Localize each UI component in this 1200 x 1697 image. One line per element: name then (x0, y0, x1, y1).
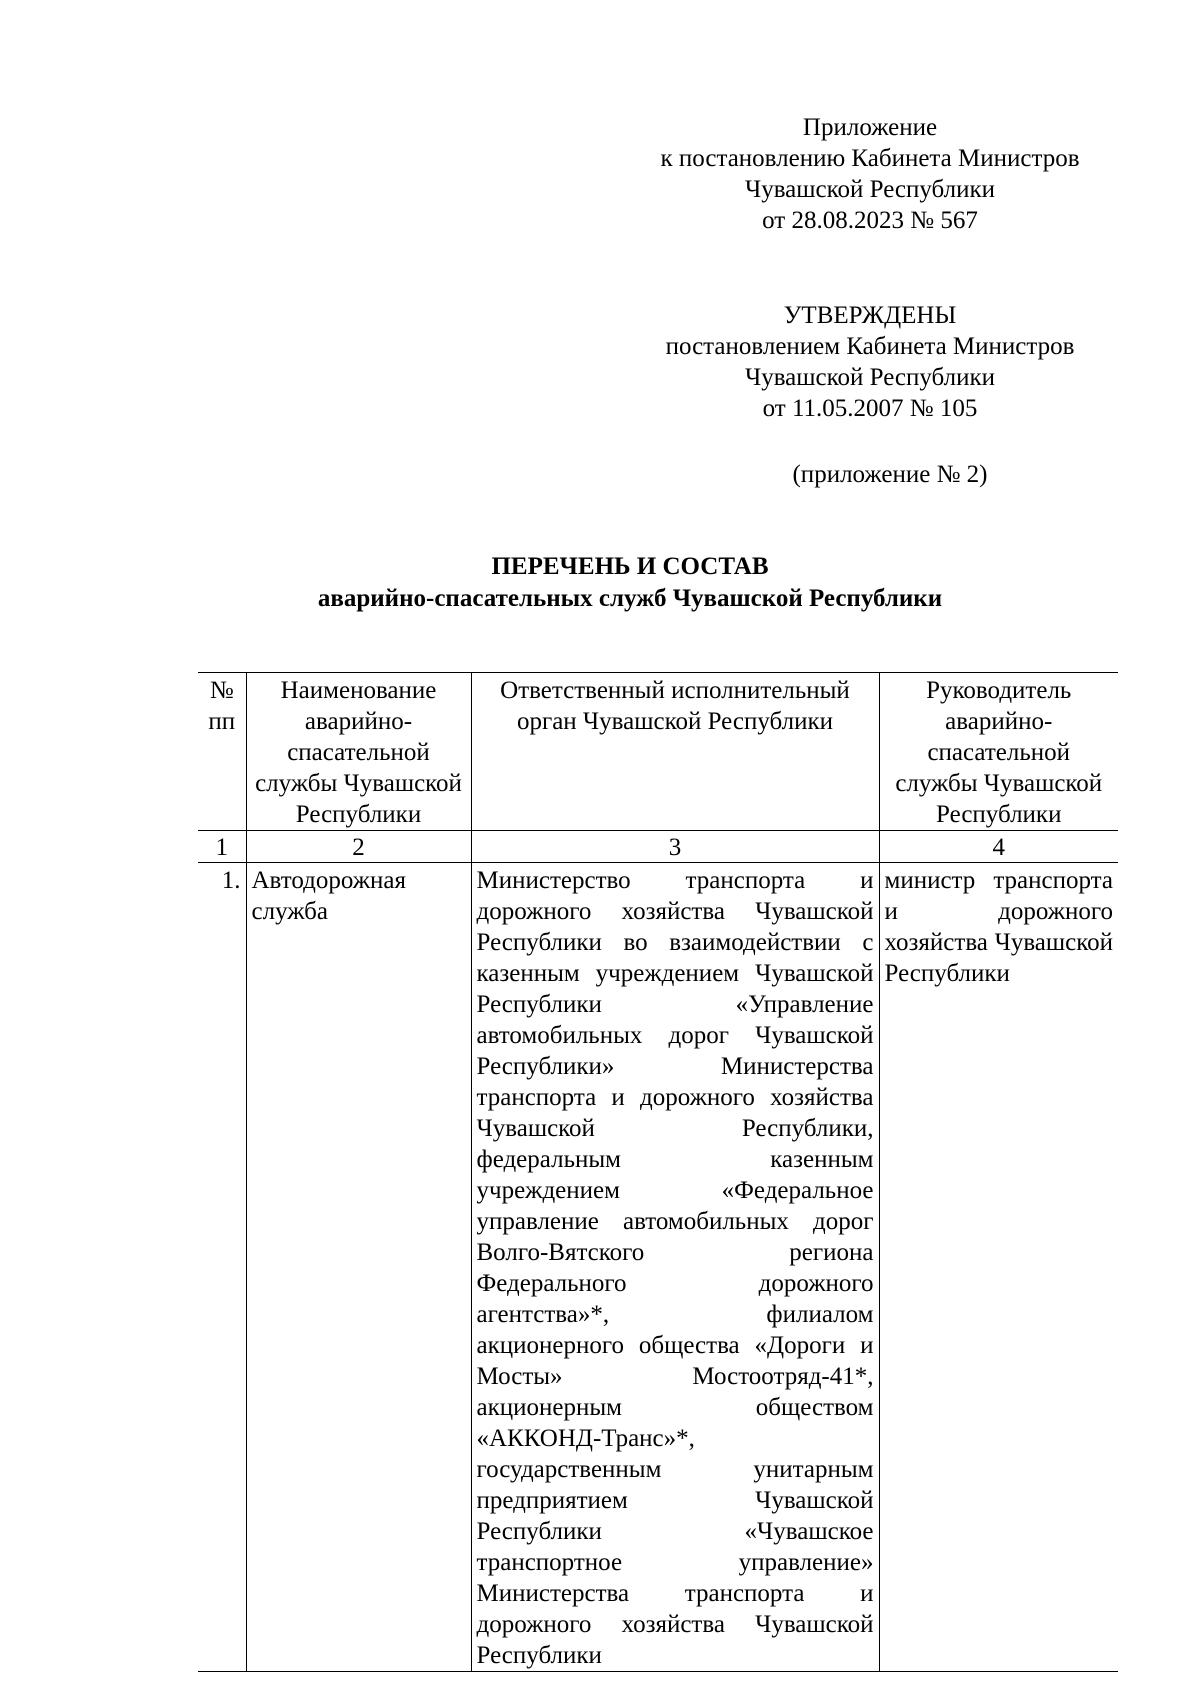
row-number: 1. (198, 863, 246, 1672)
title-line-1: ПЕРЕЧЕНЬ И СОСТАВ (491, 553, 769, 580)
column-number: 2 (246, 831, 471, 863)
column-number: 4 (879, 831, 1118, 863)
column-number: 3 (471, 831, 879, 863)
services-table (198, 672, 1118, 1672)
subappendix-note: (приложение № 2) (792, 461, 988, 488)
document-title (190, 551, 1070, 615)
header-number: № пп (198, 673, 246, 831)
column-number: 1 (198, 831, 246, 863)
service-head: министр транспорта и дорожного хозяйства Чувашской Республики (879, 863, 1118, 1672)
approved-block: УТВЕРЖДЕНЫ постановлением Кабинета Министров Чувашской Республики от 11.05.2007 № 105 (665, 302, 1075, 422)
appendix-block: Приложение к постановлению Кабинета Министров Чувашской Республики от 28.08.2023 № 567 (660, 114, 1080, 234)
table-header-row (198, 673, 1118, 831)
table-row (198, 863, 1118, 1672)
header-service-head: Руководитель аварийно-спасательной службы Чувашской Республики (879, 673, 1118, 831)
header-executive-body: Ответственный исполнительный орган Чувашской Республики (471, 673, 879, 831)
title-line-2: аварийно-спасательных служб Чувашской Республики (317, 585, 943, 612)
service-name: Автодорожная служба (246, 863, 471, 1672)
header-service-name: Наименование аварийно-спасательной службы Чувашской Республики (246, 673, 471, 831)
column-number-row (198, 831, 1118, 863)
executive-body: Министерство транспорта и дорожного хозяйства Чувашской Республики во взаимодействии с казенным учреждением Чувашской Республики «Управление автомобильных дорог Чувашской Республики» Министерства транспорта и дорожного хозяйства Чувашской Республики, федеральным казенным учреждением «Федеральное управление автомобильных дорог Волго-Вятского региона Федерального дорожного агентства»*, филиалом акционерного общества «Дороги и Мосты» Мостоотряд-41*, акционерным обществом «АККОНД-Транс»*, государственным унитарным предприятием Чувашской Республики «Чувашское транспортное управление» Министерства транспорта и дорожного хозяйства Чувашской Республики (471, 863, 879, 1672)
